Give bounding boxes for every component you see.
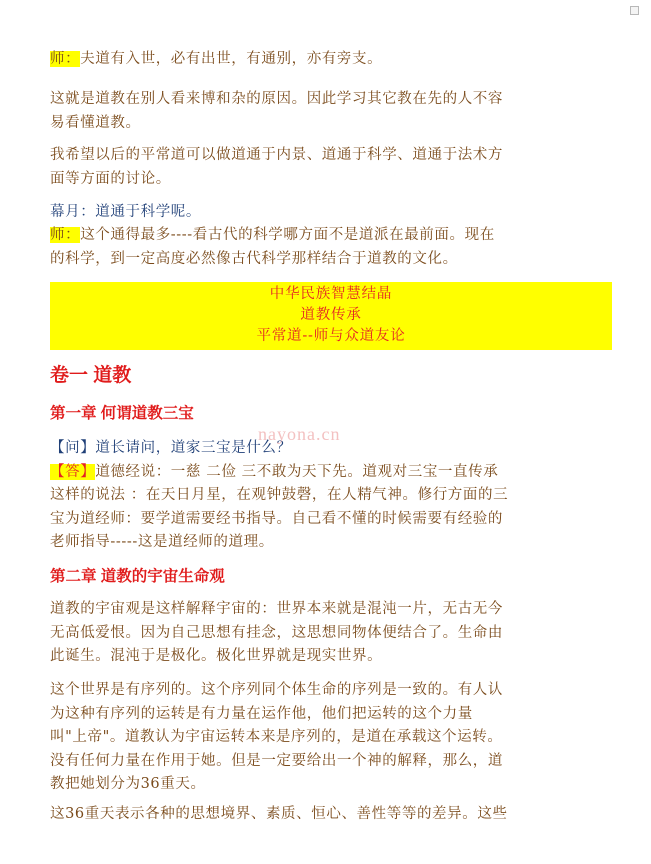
- answer-text: 道德经说：一慈 二俭 三不敢为天下先。道观对三宝一直传承: [95, 463, 499, 480]
- paragraph-4: 幕月：道通于科学呢。: [50, 204, 201, 220]
- volume-title: 卷一 道教: [50, 365, 132, 386]
- paragraph-2: [50, 88, 503, 135]
- answer-line: 这样的说法 ：在天日月星，在观钟鼓磬，在人精气神。修行方面的三: [50, 487, 509, 503]
- paragraph-text: 这个通得最多----看古代的科学哪方面不是道派在最前面。现在: [80, 227, 495, 243]
- answer-line: 老师指导-----这是道经师的道理。: [50, 534, 274, 550]
- answer-tag: 【答】: [50, 463, 96, 480]
- page-corner-marker: [630, 6, 639, 15]
- paragraph-line: 这个世界是有序列的。这个序列同个体生命的序列是一致的。有人认: [50, 682, 503, 698]
- paragraph-line: 道教的宇宙观是这样解释宇宙的：世界本来就是混沌一片，无古无今: [50, 601, 503, 617]
- paragraph-5: [50, 224, 495, 271]
- paragraph-line: 无高低爱恨。因为自己思想有挂念，这思想同物体便结合了。生命由: [50, 624, 503, 641]
- paragraph-line: 教把她划分为36重天。: [50, 776, 206, 792]
- paragraph-8: 这36重天表示各种的思想境界、素质、恒心、善性等等的差异。这些: [50, 806, 508, 822]
- answer-line: [50, 461, 508, 485]
- speaker-tag: 师：: [50, 227, 81, 243]
- banner-line: 中华民族智慧结晶: [269, 286, 393, 302]
- speaker-tag: 师：: [50, 51, 81, 67]
- paragraph-3: [50, 144, 503, 191]
- question-text: 道长请问，道家三宝是什么？: [95, 440, 292, 456]
- paragraph-line: 的科学，到一定高度必然像古代科学那样结合于道教的文化。: [50, 250, 458, 267]
- chapter-1-title: 第一章 何谓道教三宝: [50, 405, 194, 422]
- banner-line: 平常道--师与众道友论: [256, 328, 406, 344]
- answer-line: 宝为道经师：要学道需要经书指导。自己看不懂的时候需要有经验的: [50, 510, 503, 527]
- banner-line: 道教传承: [300, 307, 362, 323]
- paragraph-6: [50, 598, 503, 669]
- watermark: nayona.cn: [258, 424, 341, 444]
- paragraph-line: 为这种有序列的运转是有力量在运作他，他们把运转的这个力量: [50, 705, 473, 722]
- paragraph-line: 易看懂道教。: [50, 114, 141, 131]
- paragraph-line: 此诞生。混沌于是极化。极化世界就是现实世界。: [50, 648, 383, 664]
- paragraph-line: [50, 224, 495, 248]
- chapter-2-title: 第二章 道教的宇宙生命观: [50, 568, 225, 585]
- paragraph-line: 我希望以后的平常道可以做道通于内景、道通于科学、道通于法术方: [50, 147, 503, 163]
- paragraph-text: 夫道有入世，必有出世，有通别，亦有旁支。: [80, 51, 383, 67]
- question-tag: 【问】: [50, 440, 96, 456]
- paragraph-1: [50, 48, 382, 72]
- highlight-banner: [50, 282, 612, 350]
- qa-block: [50, 437, 508, 555]
- paragraph-line: 这就是道教在别人看来博和杂的原因。因此学习其它教在先的人不容: [50, 91, 503, 107]
- paragraph-7: [50, 679, 503, 797]
- paragraph-line: 面等方面的讨论。: [50, 170, 171, 187]
- paragraph-line: 没有任何力量在作用于她。但是一定要给出一个神的解释，那么，道: [50, 752, 503, 769]
- paragraph-line: 叫"上帝"。道教认为宇宙运转本来是序列的，是道在承载这个运转。: [50, 729, 503, 745]
